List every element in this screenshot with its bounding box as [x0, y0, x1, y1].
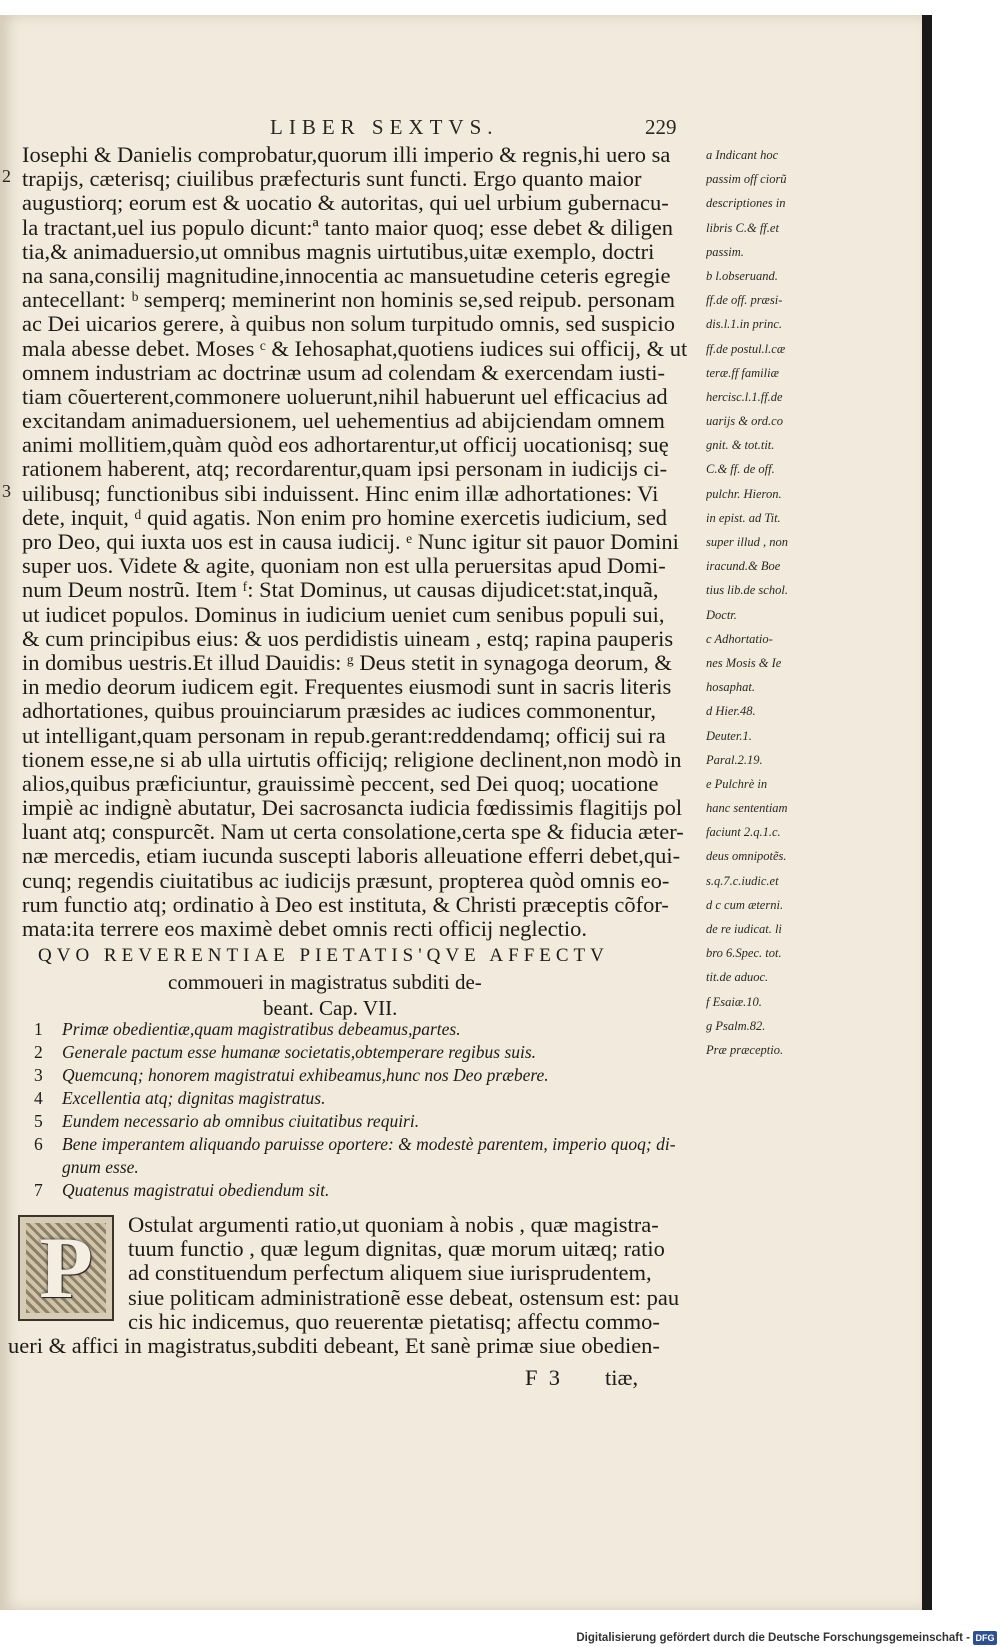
text-line: ut iudicet populos. Dominus in iudicium ueniet cum senibus populi sui, — [22, 602, 665, 627]
text-line: & cum principibus eius: & uos perdidistis uineam , estq; rapina pauperis — [22, 626, 674, 651]
summary-item-number: 3 — [34, 1065, 43, 1085]
text-line: rum functio atq; ordinatio à Deo est instituta, & Christi præceptis cõfor- — [22, 892, 669, 917]
text-line: mala abesse debet. Moses ᶜ & Iehosaphat,quotiens iudices sui officij, & ut — [22, 336, 688, 361]
margin-note: dis.l.1.in princ. — [706, 317, 783, 332]
summary-item-text: Bene imperantem aliquando paruisse oportere: & modestè parentem, imperio quoq; di-gnum esse. — [62, 1134, 676, 1177]
page-edge — [922, 15, 932, 1610]
text-line: in domibus uestris.Et illud Dauidis: ᵍ Deus stetit in synagoga deorum, & — [22, 650, 672, 675]
margin-note: libris C.& ff.et — [706, 220, 779, 235]
summary-item — [34, 1133, 704, 1179]
text-line: Iosephi & Danielis comprobatur,quorum illi imperio & regnis,hi uero sa — [22, 143, 671, 167]
text-line: alios,quibus præficiuntur, grauissimè peccent, sed Dei quoq; uocatione — [22, 771, 659, 796]
text-line: la tractant,uel ius populo dicunt:ª tanto maior quoq; esse debet & diligen — [22, 215, 674, 240]
text-line: in medio deorum iudicem egit. Frequentes eiusmodi sunt in sacris literis — [22, 675, 672, 700]
text-line: antecellant: ᵇ semperq; meminerint non hominis se,sed reipub. personam — [22, 288, 676, 313]
text-line: uilibusq; functionibus sibi induissent. Hinc enim illæ adhortationes: Vi — [22, 481, 659, 506]
margin-note: bro 6.Spec. tot. — [706, 946, 782, 961]
margin-note: Deuter.1. — [706, 728, 752, 743]
summary-item-text: Primæ obedientiæ,quam magistratibus debeamus,partes. — [62, 1019, 461, 1039]
dfg-logo-icon: DFG — [973, 1631, 997, 1645]
summary-item — [34, 1087, 704, 1110]
margin-note: in epist. ad Tit. — [706, 510, 781, 525]
body-line: Ostulat argumenti ratio,ut quoniam à nobis , quæ magistra- — [128, 1213, 659, 1237]
margin-note: hanc sententiam — [706, 801, 788, 816]
text-line: tia,& animaduersio,ut omnibus magnis uirtutibus,uitæ exemplo, doctri — [22, 239, 655, 264]
chapter-body-line: ueri & affici in magistratus,subditi debeant, Et sanè primæ siue obedien- — [8, 1334, 660, 1358]
line-mark: 3 — [2, 481, 11, 501]
margin-note: tius lib.de schol. — [706, 583, 788, 598]
chapter-heading — [38, 943, 698, 1021]
text-line: næ mercedis, etiam iucunda suscepti laboris alleuatione efferri debet,qui- — [22, 844, 681, 869]
text-line: cunq; regendis ciuitatibus ac iudicijs præsunt, propterea quòd omnis eo- — [22, 868, 670, 893]
margin-note: hosaphat. — [706, 680, 755, 695]
summary-item — [34, 1041, 704, 1064]
text-line: excitandam animaduersionem, uel uehementius ad abijciendam omnem — [22, 409, 665, 434]
margin-note: super illud , non — [706, 535, 788, 549]
margin-note: f Esaiæ.10. — [706, 994, 762, 1009]
margin-note: passim. — [706, 244, 744, 259]
margin-note: Præ præceptio. — [706, 1042, 784, 1057]
margin-note: ff.de off. præsi- — [706, 293, 783, 308]
page-number: 229 — [645, 115, 677, 139]
margin-note: a Indicant hoc — [706, 148, 779, 162]
margin-note: de re iudicat. li — [706, 922, 782, 936]
summary-item — [34, 1064, 704, 1087]
main-text-block — [22, 143, 702, 941]
summary-item — [34, 1018, 704, 1041]
margin-note: deus omnipotẽs. — [706, 849, 787, 864]
initial-letter: P — [39, 1219, 93, 1317]
footer-bar — [0, 1630, 1000, 1647]
summary-item-text: Quemcunq; honorem magistratui exhibeamus,hunc nos Deo præbere. — [62, 1065, 549, 1085]
text-line: adhortationes, quibus prouinciarum præsides ac iudices commonentur, — [22, 699, 656, 724]
text-line: dete, inquit, ᵈ quid agatis. Non enim pro homine exercetis iudicium, sed — [22, 505, 667, 530]
margin-note: c Adhortatio- — [706, 631, 773, 646]
chapter-heading-line: QVO REVERENTIAE PIETATIS'QVE AFFECTV — [38, 945, 609, 966]
margin-note: tit.de aduoc. — [706, 970, 769, 985]
text-line: omnem industriam ac doctrinæ usum ad colendam & exercendam iusti- — [22, 360, 665, 385]
margin-note: teræ.ff familiæ — [706, 365, 779, 380]
running-head: LIBER SEXTVS. — [270, 115, 499, 139]
decorated-initial-icon — [18, 1215, 114, 1321]
margin-note: C.& ff. de off. — [706, 462, 775, 477]
text-line: rationem haberent, atq; recordarentur,quam ipsi personam in iudicijs ci- — [22, 457, 668, 482]
chapter-heading-line: commoueri in magistratus subditi de- — [168, 970, 482, 994]
scanned-page — [0, 15, 922, 1610]
margin-note: faciunt 2.q.1.c. — [706, 825, 781, 840]
margin-note: Doctr. — [706, 607, 737, 622]
summary-item-number: 5 — [34, 1111, 43, 1131]
margin-note: passim off ciorũ — [706, 172, 787, 187]
margin-note: d c cum æterni. — [706, 897, 784, 912]
summary-item-text: Quatenus magistratui obediendum sit. — [62, 1180, 330, 1200]
body-line: cis hic indicemus, quo reuerentæ pietatisq; affectu commo- — [128, 1309, 660, 1334]
margin-note: ff.de postul.l.cæ — [706, 341, 786, 356]
text-line: super uos. Videte & agite, quoniam non est ulla peruersitas apud Domi- — [22, 554, 666, 579]
margin-note: e Pulchrè in — [706, 776, 768, 791]
chapter-body-text — [128, 1213, 688, 1334]
margin-note: d Hier.48. — [706, 704, 756, 719]
text-line: luant atq; conspurcẽt. Nam ut certa consolatione,certa spe & fiducia æter- — [22, 820, 684, 845]
margin-note: b l.obseruand. — [706, 268, 778, 283]
summary-item — [34, 1179, 704, 1202]
summary-item-number: 7 — [34, 1180, 43, 1200]
margin-note: uarijs & ord.co — [706, 414, 783, 429]
summary-item-text: Eundem necessario ab omnibus ciuitatibus requiri. — [62, 1111, 420, 1131]
signature-catchword: F 3 tiæ, — [525, 1365, 639, 1390]
summary-item-text: Generale pactum esse humanæ societatis,obtemperare regibus suis. — [62, 1042, 537, 1062]
margin-note: pulchr. Hieron. — [706, 486, 782, 501]
body-line: ad constituendum perfectum aliquem siue iurisprudentem, — [128, 1261, 652, 1286]
summary-item-number: 2 — [34, 1042, 43, 1062]
text-line: animi mollitiem,quàm quòd eos adhortarentur,ut officij uocationisq; suę — [22, 433, 669, 458]
text-line: mata:ita terrere eos maximè debet omnis recti officij neglectio. — [22, 917, 587, 941]
text-line: tiam cõuerterent,commonere uoluerunt,nihil habuerunt uel efficacius ad — [22, 384, 668, 409]
summary-item-number: 1 — [34, 1019, 43, 1039]
margin-notes — [706, 143, 818, 1062]
text-line: ac Dei uicarios gerere, à quibus non solum turpitudo omnis, sed suspicio — [22, 312, 676, 337]
chapter-summary-list — [34, 1018, 704, 1202]
chapter-heading-line: beant. Cap. VII. — [263, 996, 398, 1020]
text-line: augustiorq; eorum est & uocatio & autoritas, qui uel urbium gubernacu- — [22, 191, 669, 216]
text-line: ut intelligant,quam personam in repub.gerant:reddendamq; officij sui ra — [22, 723, 666, 748]
text-line: na sana,consilij magnitudine,innocentia ac mansuetudine ceteris egregie — [22, 263, 671, 288]
body-line: siue politicam administrationẽ esse debeat, ostensum est: pau — [128, 1285, 680, 1310]
text-line: trapijs, cæterisq; ciuilibus præfecturis sunt functi. Ergo quanto maior — [22, 167, 642, 192]
text-line: impiè ac indignè abutatur, Dei sacrosancta iudicia fœdissimis flagitijs pol — [22, 796, 683, 821]
footer-credit: Digitalisierung gefördert durch die Deutsche Forschungsgemeinschaft - — [576, 1632, 970, 1644]
summary-item-number: 4 — [34, 1088, 43, 1108]
margin-note: s.q.7.c.iudic.et — [706, 873, 779, 888]
margin-note: g Psalm.82. — [706, 1018, 766, 1033]
text-line: num Deum nostrũ. Item ᶠ: Stat Dominus, ut causas dijudicet:stat,inquã, — [22, 578, 659, 603]
margin-note: hercisc.l.1.ff.de — [706, 389, 783, 404]
summary-item-text: Excellentia atq; dignitas magistratus. — [62, 1088, 326, 1108]
summary-item — [34, 1110, 704, 1133]
text-line: pro Deo, qui iuxta uos est in causa iudicij. ᵉ Nunc igitur sit pauor Domini — [22, 530, 679, 554]
margin-note: descriptiones in — [706, 196, 786, 211]
text-line: tionem esse,ne si ab ulla uirtutis officijq; religione declinent,non modò in — [22, 747, 682, 772]
margin-note: iracund.& Boe — [706, 559, 781, 574]
margin-note: Paral.2.19. — [706, 752, 763, 767]
summary-item-number: 6 — [34, 1134, 43, 1154]
line-mark: 2 — [2, 166, 11, 186]
body-line: tuum functio , quæ legum dignitas, quæ morum uitæq; ratio — [128, 1237, 665, 1262]
margin-note: nes Mosis & Ie — [706, 655, 782, 670]
margin-note: gnit. & tot.tit. — [706, 438, 775, 453]
